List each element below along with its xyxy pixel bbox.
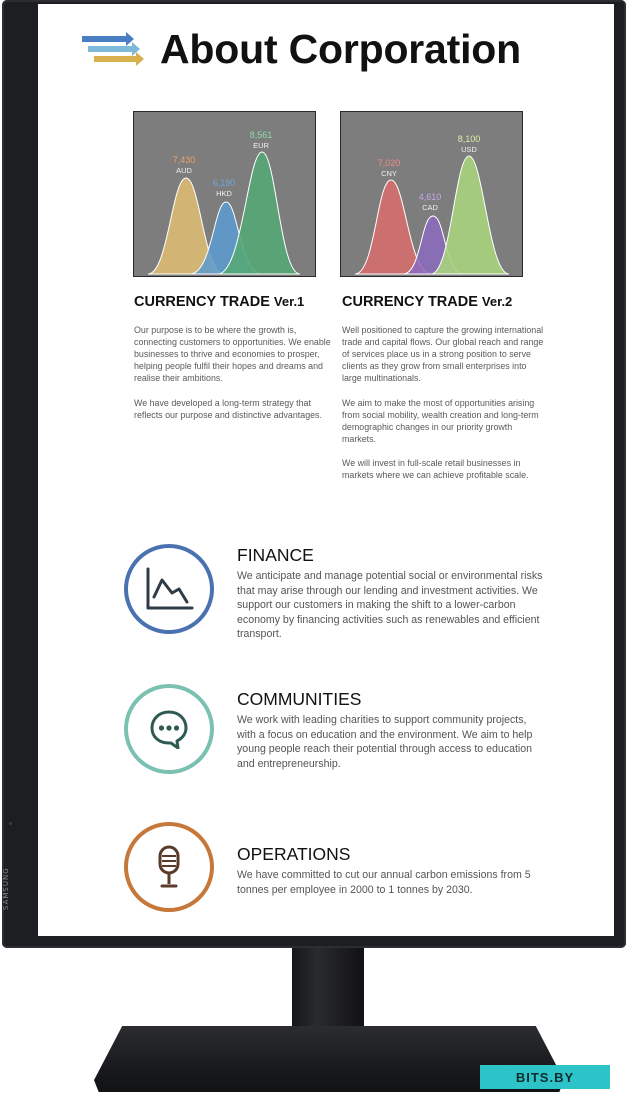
chart2-value-usd: 8,100 [457,134,481,144]
communities-ring [124,684,214,774]
column-1-paragraph: We have developed a long-term strategy that reflects our purpose and distinctive advantages. [134,397,322,420]
chart2-value-cad: 4,610 [418,192,442,202]
column-2-paragraph: We will invest in full-scale retail businesses in markets where we can achieve profitable scale. [342,458,529,481]
column-2-version: Ver.2 [481,294,513,309]
column-2-title [342,294,512,310]
operations-text: We have committed to cut our annual carbon emissions from 5 tonnes per employee in 2000 to 1 tonnes by 2030. [237,869,531,896]
chart2-label-cny: CNY [381,169,397,178]
watermark: BITS.BY [480,1065,610,1089]
communities-body [237,713,547,771]
operations-title: OPERATIONS [237,844,351,864]
finance-text: We anticipate and manage potential social or environmental risks that may arise through our lending and investment activities. We support our customers in making the shift to a lower-carbon economy by financing activities such as renewables and efficient transport. [237,570,543,640]
stand-neck [292,948,364,1028]
chart1-value-hkd: 6,190 [212,178,236,188]
finance-title: FINANCE [237,545,314,565]
finance-ring [124,544,214,634]
column-1-title [134,294,304,310]
currency-chart-1 [133,111,316,277]
power-indicator [9,822,12,825]
column-2-paragraph: Well positioned to capture the growing international trade and capital flows. Our global reach and range of services place us in a strong position to serve clients as they grow from small enterprises into large multinationals. [342,325,544,384]
chart2-label-cad: CAD [422,203,438,212]
page-title: About Corporation [160,26,521,72]
chart2-label-usd: USD [461,145,477,154]
operations-ring [124,822,214,912]
logo-arrows-icon [82,32,146,68]
column-1-version: Ver.1 [273,294,305,309]
operations-body [237,868,547,897]
line-chart-icon [144,567,194,611]
chart1-label-aud: AUD [176,166,192,175]
screen [38,4,614,936]
column-1-title-text: CURRENCY TRADE [134,294,270,310]
chat-bubble-icon [149,709,189,749]
column-2-title-text: CURRENCY TRADE [342,294,478,310]
finance-body [237,569,547,642]
chart2-value-cny: 7,020 [377,158,401,168]
column-1-paragraph: Our purpose is to be where the growth is, connecting customers to opportunities. We enable businesses to thrive and economies to prosper, helping people fulfil their hopes and dreams and realise their ambitions. [134,325,331,384]
chart1-value-aud: 7,430 [172,155,196,165]
chart1-value-eur: 8,561 [249,130,273,140]
monitor-brand: SAMSUNG [2,867,10,910]
microphone-icon [154,845,184,889]
column-2-body [342,324,547,493]
communities-text: We work with leading charities to support community projects, with a focus on education and the environment. We aim to help young people reach their potential through access to education and entrepreneurship. [237,714,533,770]
column-1-body [134,324,339,433]
chart2-curve-usd [431,156,509,274]
communities-title: COMMUNITIES [237,689,362,709]
column-2-paragraph: We aim to make the most of opportunities arising from social mobility, wealth creation and long-term demographic changes in our priority growth markets. [342,397,539,444]
chart1-label-eur: EUR [253,141,269,150]
currency-chart-2 [340,111,523,277]
chart1-label-hkd: HKD [216,189,232,198]
